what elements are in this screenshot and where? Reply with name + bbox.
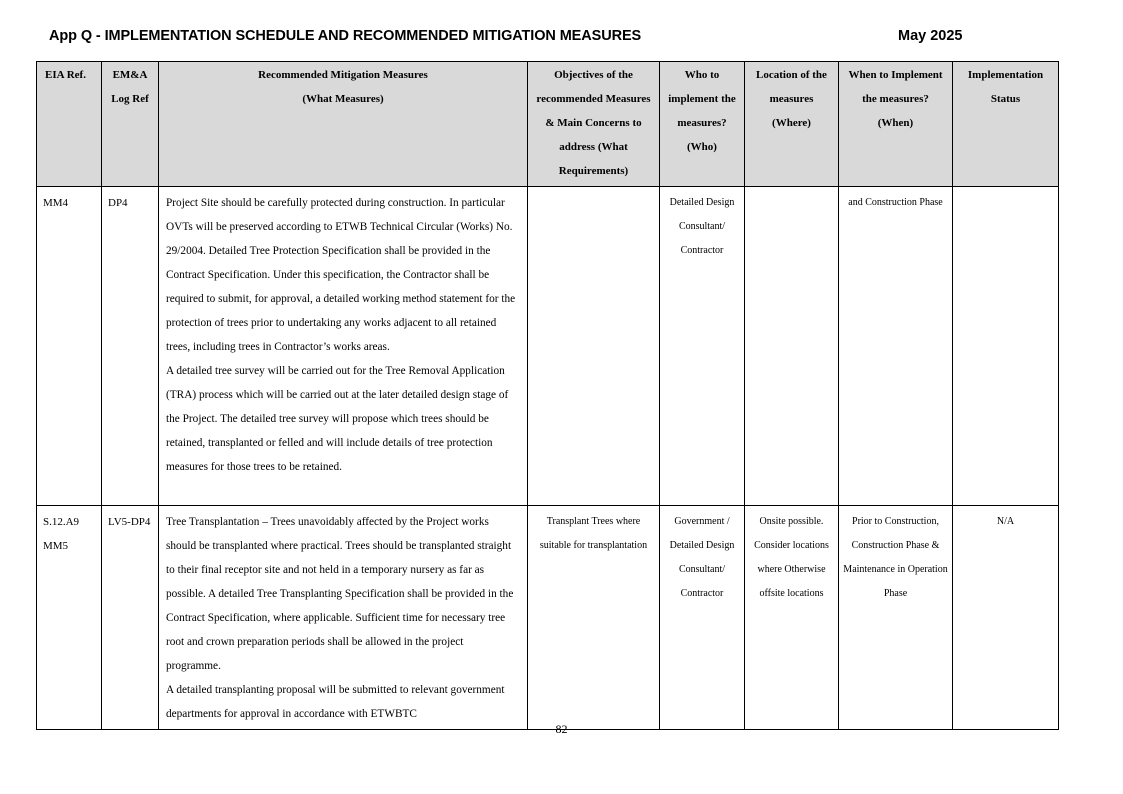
column-header-location: Location of the measures (Where) — [745, 62, 839, 187]
cell-when: Prior to Construction, Construction Phase & Maintenance in Operation Phase — [839, 506, 953, 730]
column-header-eia-ref: EIA Ref. — [37, 62, 102, 187]
cell-ema-ref: LV5-DP4 — [102, 506, 159, 730]
column-header-who: Who to implement the measures? (Who) — [660, 62, 745, 187]
cell-objectives — [528, 187, 660, 506]
column-header-objectives: Objectives of the recommended Measures & Main Concerns to address (What Requirements) — [528, 62, 660, 187]
column-header-measures-line2: (What Measures) — [302, 93, 384, 105]
cell-measures — [159, 187, 528, 506]
column-header-status: Implementation Status — [953, 62, 1059, 187]
cell-location — [745, 187, 839, 506]
table-header-row — [37, 62, 1059, 187]
cell-who: Detailed Design Consultant/ Contractor — [660, 187, 745, 506]
column-header-ema-log-ref: EM&A Log Ref — [102, 62, 159, 187]
cell-eia-ref: MM4 — [37, 187, 102, 506]
cell-objectives: Transplant Trees where suitable for transplantation — [528, 506, 660, 730]
table-row — [37, 506, 1059, 730]
cell-who: Government / Detailed Design Consultant/ Contractor — [660, 506, 745, 730]
cell-status — [953, 187, 1059, 506]
implementation-schedule-table — [36, 61, 1059, 730]
measure-paragraph: Tree Transplantation – Trees unavoidably affected by the Project works should be transplanted where practical. Trees should be transplanted straight to their final receptor site and not held in a temporary nursery as far as possible. A detailed Tree Transplanting Specification shall be provided in the Contract Specification, where applicable. Sufficient time for necessary tree root and crown preparation periods shall be allowed in the project programme. — [166, 516, 514, 672]
column-header-measures — [159, 62, 528, 187]
document-date: May 2025 — [898, 28, 963, 44]
document-title: App Q - IMPLEMENTATION SCHEDULE AND RECOMMENDED MITIGATION MEASURES — [49, 28, 642, 44]
measure-paragraph: Project Site should be carefully protected during construction. In particular OVTs will be preserved according to ETWB Technical Circular (Works) No. 29/2004. Detailed Tree Protection Specification shall be provided in the Contract Specification. Under this specification, the Contractor shall be required to submit, for approval, a detailed working method statement for the protection of trees prior to undertaking any works adjacent to all retained trees, including trees in Contractor’s works areas. — [166, 197, 516, 353]
cell-eia-ref: S.12.A9 MM5 — [37, 506, 102, 730]
page-number: 82 — [555, 722, 568, 736]
cell-status: N/A — [953, 506, 1059, 730]
table-row — [37, 187, 1059, 506]
column-header-when: When to Implement the measures? (When) — [839, 62, 953, 187]
column-header-measures-line1: Recommended Mitigation Measures — [258, 69, 428, 81]
cell-when: and Construction Phase — [839, 187, 953, 506]
cell-measures — [159, 506, 528, 730]
measure-paragraph: A detailed tree survey will be carried out for the Tree Removal Application (TRA) process which will be carried out at the later detailed design stage of the Project. The detailed tree survey will propose which trees should be retained, transplanted or felled and will include details of tree protection measures for those trees to be retained. — [166, 365, 509, 473]
cell-ema-ref: DP4 — [102, 187, 159, 506]
measure-paragraph: A detailed transplanting proposal will be submitted to relevant government departments for approval in accordance with ETWBTC — [166, 684, 505, 720]
cell-location: Onsite possible. Consider locations where Otherwise offsite locations — [745, 506, 839, 730]
